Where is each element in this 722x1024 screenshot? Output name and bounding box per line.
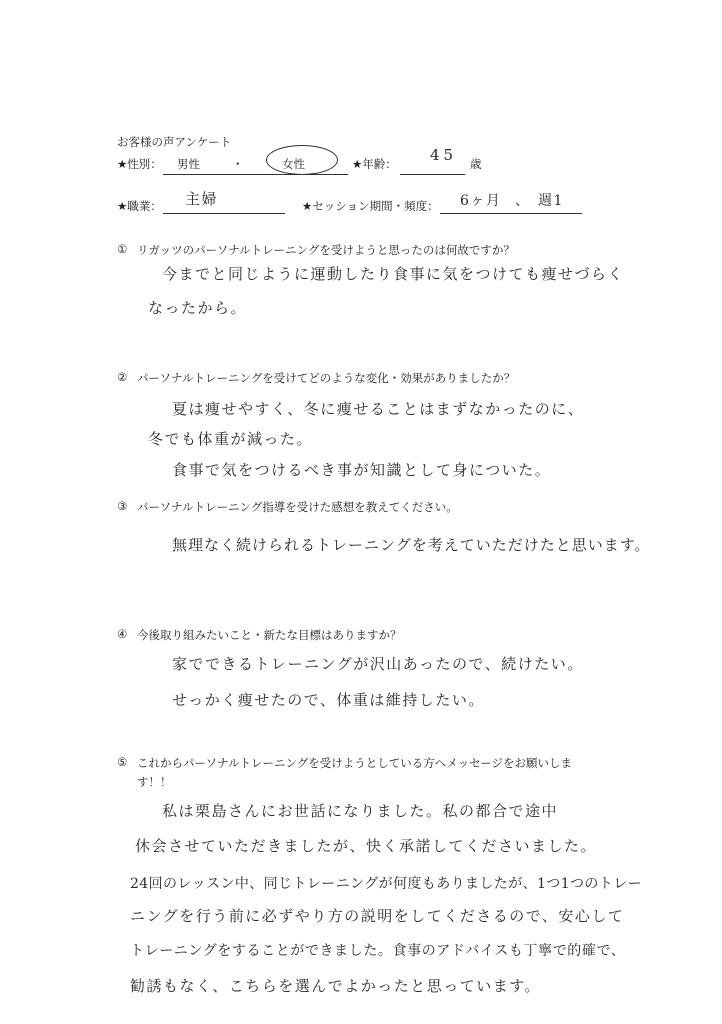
question-5-text-continued: す！！	[137, 775, 172, 789]
question-1-number: ①	[117, 242, 128, 256]
job-value: 主婦	[185, 190, 219, 208]
question-4-number: ④	[117, 627, 128, 641]
form-title: お客様の声アンケート	[117, 135, 232, 149]
answer-5-line-4: ニングを行う前に必ずやり方の説明をしてくださるので、安心して	[130, 907, 625, 925]
answer-2-line-1: 夏は痩せやすく、冬に痩せることはまずなかったのに、	[172, 400, 585, 418]
answer-5-line-6: 勧誘もなく、こちらを選んでよかったと思っています。	[130, 977, 542, 995]
answer-5-line-2: 休会させていただきましたが、快く承諾してくださいました。	[135, 837, 598, 855]
session-comma: 、	[515, 193, 531, 209]
job-underline	[163, 213, 285, 214]
session-label: ★セッション期間・頻度：	[302, 199, 439, 213]
question-5-number: ⑤	[117, 755, 128, 769]
age-underline	[400, 174, 465, 175]
answer-1-line-1: 今までと同じように運動したり食事に気をつけても痩せづらく	[162, 265, 625, 283]
answer-1-line-2: なったから。	[148, 299, 248, 317]
answer-3-line-1: 無理なく続けられるトレーニングを考えていただけたと思います。	[172, 536, 651, 554]
answer-2-line-3: 食事で気をつけるべき事が知識として身についた。	[172, 461, 552, 479]
age-value: 45	[430, 146, 458, 164]
question-2-number: ②	[117, 370, 128, 384]
question-5-text: これからパーソナルトレーニングを受けようとしている方へメッセージをお願いしま	[137, 756, 573, 770]
gender-underline	[163, 174, 348, 175]
answer-5-line-1: 私は栗島さんにお世話になりました。私の都合で途中	[162, 802, 559, 820]
answer-5-line-3: 24回のレッスン中、同じトレーニングが何度もありましたが、1つ1つのトレー	[130, 876, 643, 892]
answer-4-line-1: 家でできるトレーニングが沢山あったので、続けたい。	[172, 655, 584, 673]
answer-2-line-2: 冬でも体重が減った。	[148, 430, 314, 448]
age-label: ★年齢：	[352, 157, 397, 171]
question-3-text: パーソナルトレーニング指導を受けた感想を教えてください。	[137, 500, 458, 514]
answer-4-line-2: せっかく痩せたので、体重は維持したい。	[172, 691, 485, 709]
gender-option-male: 男性	[177, 157, 200, 171]
female-selection-circle	[266, 145, 338, 175]
question-4-text: 今後取り組みたいこと・新たな目標はありますか？	[137, 628, 402, 642]
gender-option-female: 女性	[282, 157, 305, 171]
question-1-text: リガッツのパーソナルトレーニングを受けようと思ったのは何故ですか？	[137, 243, 515, 257]
question-2-text: パーソナルトレーニングを受けてどのような変化・効果がありましたか？	[137, 371, 516, 385]
session-underline	[440, 213, 582, 214]
age-unit: 歳	[470, 157, 482, 171]
answer-5-line-5: トレーニングをすることができました。食事のアドバイスも丁寧で的確で、	[130, 943, 626, 959]
gender-label: ★性別：	[117, 157, 162, 171]
gender-separator: ・	[232, 157, 244, 171]
session-frequency: 週1	[538, 193, 564, 209]
job-label: ★職業：	[117, 199, 162, 213]
question-3-number: ③	[117, 499, 128, 513]
session-period: 6ヶ月	[460, 193, 502, 209]
